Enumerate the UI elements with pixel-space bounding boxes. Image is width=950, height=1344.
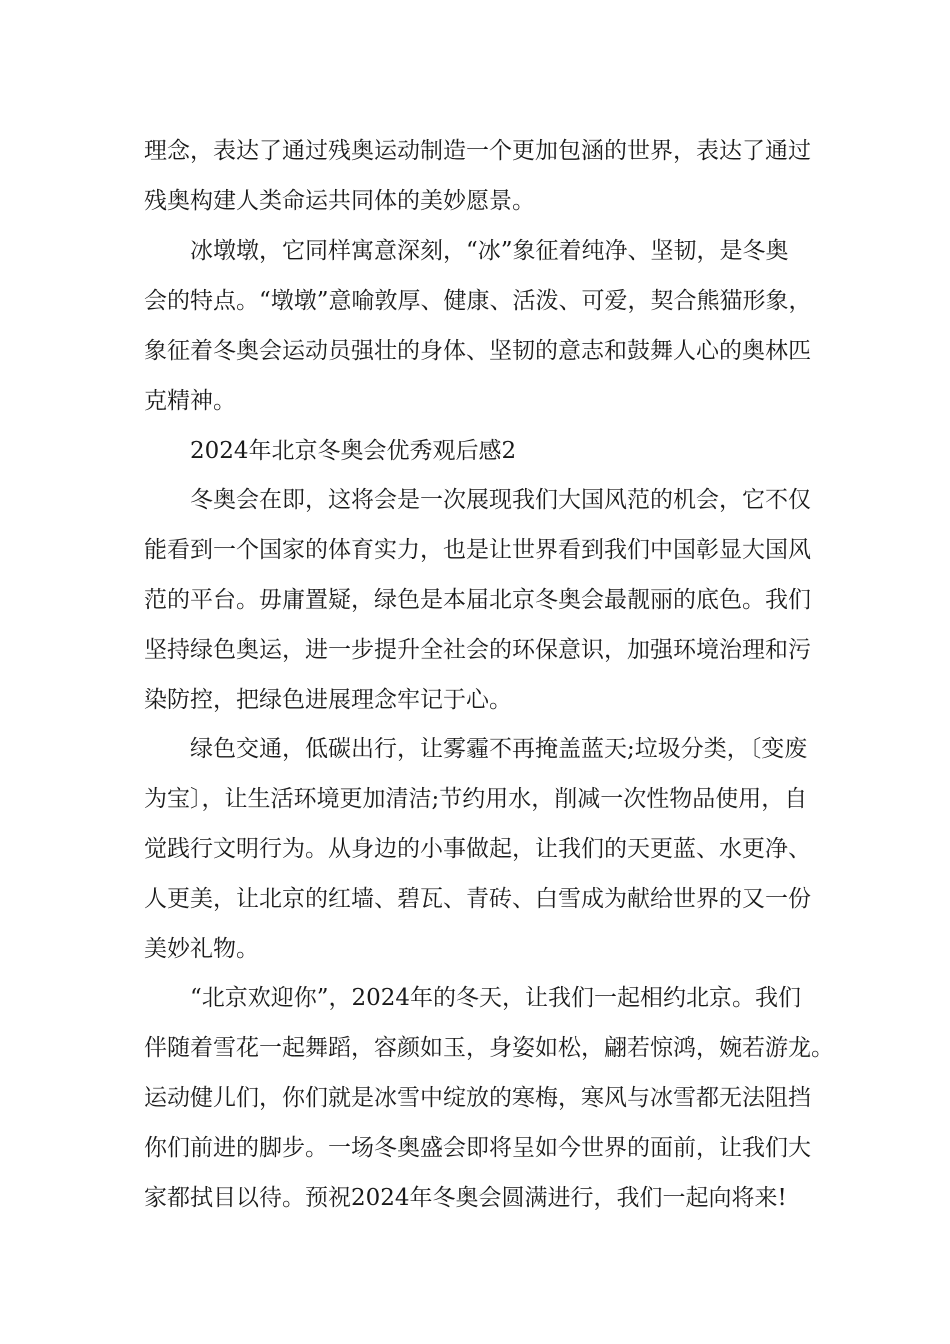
paragraph-5 bbox=[144, 973, 834, 1223]
paragraph-line: 象征着冬奥会运动员强壮的身体、坚韧的意志和鼓舞人心的奥林匹 bbox=[144, 338, 811, 364]
paragraph-line: 冬奥会在即，这将会是一次展现我们大国风范的机会，它不仅 bbox=[190, 487, 811, 513]
paragraph-2 bbox=[144, 226, 816, 426]
paragraph-line: 克精神。 bbox=[144, 388, 236, 414]
paragraph-3 bbox=[144, 475, 816, 725]
paragraph-line: 人更美，让北京的红墙、碧瓦、青砖、白雪成为献给世界的又一份 bbox=[144, 886, 811, 912]
heading-line: 2024年北京冬奥会优秀观后感2 bbox=[190, 438, 517, 464]
paragraph-line: 家都拭目以待。预祝2024年冬奥会圆满进行，我们一起向将来! bbox=[144, 1185, 787, 1211]
paragraph-line: 美妙礼物。 bbox=[144, 936, 259, 962]
paragraph-line: 为宝〕，让生活环境更加清洁;节约用水，削减一次性物品使用，自 bbox=[144, 786, 808, 812]
paragraph-line: 觉践行文明行为。从身边的小事做起，让我们的天更蓝、水更净、 bbox=[144, 836, 811, 862]
paragraph-4 bbox=[144, 724, 816, 974]
paragraph-1 bbox=[144, 126, 816, 226]
paragraph-line: 残奥构建人类命运共同体的美妙愿景。 bbox=[144, 188, 535, 214]
paragraph-line: 你们前进的脚步。一场冬奥盛会即将呈如今世界的面前，让我们大 bbox=[144, 1135, 811, 1161]
paragraph-line: 绿色交通，低碳出行，让雾霾不再掩盖蓝天;垃圾分类，〔变废 bbox=[190, 736, 808, 762]
paragraph-line: 理念，表达了通过残奥运动制造一个更加包涵的世界，表达了通过 bbox=[144, 138, 811, 164]
paragraph-line: 范的平台。毋庸置疑，绿色是本届北京冬奥会最靓丽的底色。我们 bbox=[144, 587, 811, 613]
paragraph-line: 冰墩墩，它同样寓意深刻，“冰”象征着纯净、坚韧，是冬奥 bbox=[190, 238, 789, 264]
section-heading bbox=[144, 426, 816, 476]
paragraph-line: “北京欢迎你”，2024年的冬天，让我们一起相约北京。我们 bbox=[190, 985, 802, 1011]
paragraph-line: 能看到一个国家的体育实力，也是让世界看到我们中国彰显大国风 bbox=[144, 537, 811, 563]
paragraph-line: 运动健儿们，你们就是冰雪中绽放的寒梅，寒风与冰雪都无法阻挡 bbox=[144, 1085, 811, 1111]
paragraph-line: 会的特点。“墩墩”意喻敦厚、健康、活泼、可爱，契合熊猫形象， bbox=[144, 288, 812, 314]
paragraph-line: 坚持绿色奥运，进一步提升全社会的环保意识，加强环境治理和污 bbox=[144, 637, 811, 663]
paragraph-line: 染防控，把绿色进展理念牢记于心。 bbox=[144, 687, 512, 713]
paragraph-line: 伴随着雪花一起舞蹈，容颜如玉，身姿如松，翩若惊鸿，婉若游龙。 bbox=[144, 1035, 834, 1061]
